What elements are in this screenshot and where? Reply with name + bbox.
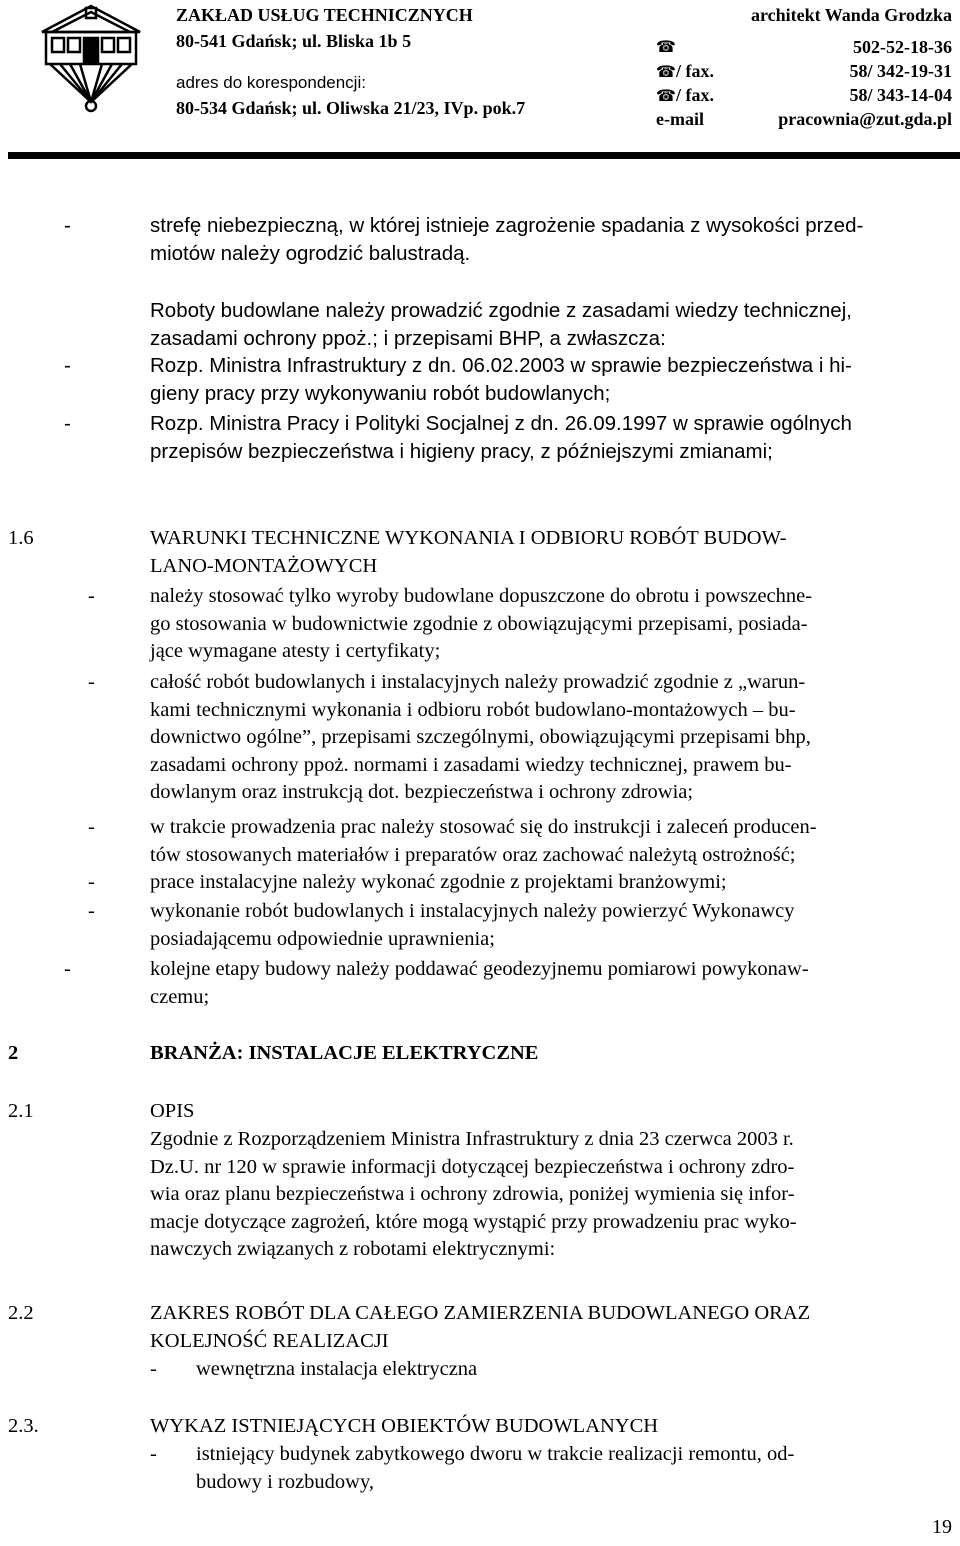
text-line: Dz.U. nr 120 w sprawie informacji dotyczącej bezpieczeństwa i ochrony zdro-: [150, 1155, 795, 1178]
text-line: całość robót budowlanych i instalacyjnych należy prowadzić zgodnie z „warun-: [150, 671, 806, 693]
email-address: pracownia@zut.gda.pl: [778, 109, 952, 129]
text-line: gieny pracy przy wykonywaniu robót budowlanych;: [150, 381, 611, 405]
list-item: [150, 669, 952, 807]
correspondence-label: adres do korespondencji:: [176, 73, 366, 92]
text-line: go stosowania w budownictwie zgodnie z obowiązującymi przepisami, posiada-: [150, 612, 808, 635]
text-line: downictwo ogólne”, przepisami szczególnymi, obowiązującymi przepisami bhp,: [150, 726, 811, 748]
email-label: e-mail: [656, 109, 704, 129]
section-number: 2.3.: [8, 1415, 39, 1437]
text-line: ZAKRES ROBÓT DLA CAŁEGO ZAMIERZENIA BUDOWLANEGO ORAZ: [150, 1302, 811, 1324]
correspondence-address: 80-534 Gdańsk; ul. Oliwska 21/23, IVp. pok.7: [176, 98, 526, 118]
company-name: ZAKŁAD USŁUG TECHNICZNYCH: [176, 5, 473, 25]
bullet-dash: -: [88, 585, 95, 607]
bullet-dash: -: [150, 1358, 157, 1380]
text-line: przepisów bezpieczeństwa i higieny pracy, z późniejszymi zmianami;: [150, 439, 773, 463]
list-item: [150, 814, 952, 869]
bullet-dash: -: [150, 1443, 157, 1465]
bullet-dash: -: [88, 671, 95, 693]
text-line: należy stosować tylko wyroby budowlane dopuszczone do obrotu i powszechne-: [150, 585, 813, 607]
bullet-dash: -: [88, 900, 95, 922]
intro-paragraph: [150, 297, 952, 352]
text-line: jące wymagane atesty i certyfikaty;: [150, 640, 441, 662]
text-line: w trakcie prowadzenia prac należy stosować się do instrukcji i zaleceń producen-: [150, 816, 817, 838]
bullet-dash: -: [64, 958, 71, 980]
section-title: [150, 525, 952, 580]
text-line: kami technicznymi wykonania i odbioru robót budowlano-montażowych – bu-: [150, 698, 796, 721]
text-line: Rozp. Ministra Infrastruktury z dn. 06.02.2003 w sprawie bezpieczeństwa i hi-: [150, 354, 852, 377]
list-item: wewnętrzna instalacja elektryczna: [196, 1358, 478, 1380]
list-item: [150, 956, 952, 1011]
text-line: macje dotyczące zagrożeń, które mogą wystąpić przy prowadzeniu prac wyko-: [150, 1210, 797, 1233]
text-line: LANO-MONTAŻOWYCH: [150, 554, 378, 577]
text-line: miotów należy ogrodzić balustradą.: [150, 241, 471, 265]
section-title: [150, 1300, 960, 1355]
fax-number-2: 58/ 343-14-04: [849, 85, 952, 105]
architect-name: architekt Wanda Grodzka: [750, 5, 952, 25]
text-line: Roboty budowlane należy prowadzić zgodnie z zasadami wiedzy technicznej,: [150, 299, 852, 322]
text-line: posiadającemu odpowiednie uprawnienia;: [150, 927, 495, 950]
company-logo: [38, 2, 144, 114]
text-line: prace instalacyjne należy wykonać zgodnie z projektami branżowymi;: [150, 871, 727, 893]
fax-label: / fax.: [676, 61, 714, 81]
bullet-dash: -: [88, 871, 95, 893]
phone-number: 502-52-18-36: [853, 37, 952, 57]
phone-icon: ☎: [656, 37, 676, 56]
text-line: budowy i rozbudowy,: [196, 1470, 375, 1493]
text-line: wia oraz planu bezpieczeństwa i ochrony zdrowia, poniżej wymienia się infor-: [150, 1183, 795, 1205]
bullet-dash: -: [88, 816, 95, 838]
section-title: WYKAZ ISTNIEJĄCYCH OBIEKTÓW BUDOWLANYCH: [150, 1415, 659, 1437]
list-item: [196, 1441, 952, 1496]
text-line: Rozp. Ministra Pracy i Polityki Socjalnej z dn. 26.09.1997 w sprawie ogólnych: [150, 412, 852, 435]
text-line: kolejne etapy budowy należy poddawać geodezyjnemu pomiarowi powykonaw-: [150, 958, 809, 980]
section-number: 2.2: [8, 1302, 34, 1324]
text-line: dowlanym oraz instrukcją dot. bezpieczeństwa i ochrony zdrowia;: [150, 781, 694, 803]
phone-icon: ☎: [656, 86, 676, 105]
text-line: tów stosowanych materiałów i preparatów oraz zachować należytą ostrożność;: [150, 843, 796, 866]
regulation-item: [150, 352, 952, 407]
phone-icon: ☎: [656, 62, 676, 81]
header-divider: [8, 152, 960, 159]
text-line: zasadami ochrony ppoż. normami i zasadami wiedzy technicznej, prawem bu-: [150, 753, 792, 776]
bullet-dash: -: [64, 354, 71, 377]
fax-label: / fax.: [676, 85, 714, 105]
page-number: 19: [932, 1516, 952, 1538]
fax-number-1: 58/ 342-19-31: [849, 61, 952, 81]
section-paragraph: [150, 1126, 952, 1264]
regulation-item: [150, 410, 952, 465]
text-line: strefę niebezpieczną, w której istnieje zagrożenie spadania z wysokości przed-: [150, 214, 864, 237]
intro-bullet: [150, 212, 952, 267]
text-line: nawczych związanych z robotami elektrycznymi:: [150, 1238, 556, 1260]
bullet-dash: -: [64, 214, 71, 237]
list-item: [150, 583, 952, 666]
list-item: [150, 869, 952, 897]
section-title: OPIS: [150, 1100, 195, 1122]
text-line: wykonanie robót budowlanych i instalacyjnych należy powierzyć Wykonawcy: [150, 900, 795, 922]
text-line: WARUNKI TECHNICZNE WYKONANIA I ODBIORU ROBÓT BUDOW-: [150, 527, 787, 549]
chapter-number: 2: [8, 1042, 19, 1064]
section-number: 1.6: [8, 527, 34, 549]
section-number: 2.1: [8, 1100, 34, 1122]
text-line: Zgodnie z Rozporządzeniem Ministra Infrastruktury z dnia 23 czerwca 2003 r.: [150, 1128, 794, 1150]
bullet-dash: -: [64, 412, 71, 435]
list-item: [150, 898, 952, 953]
text-line: zasadami ochrony ppoż.; i przepisami BHP, a zwłaszcza:: [150, 326, 666, 350]
text-line: istniejący budynek zabytkowego dworu w trakcie realizacji remontu, od-: [196, 1443, 795, 1465]
text-line: KOLEJNOŚĆ REALIZACJI: [150, 1329, 389, 1352]
chapter-title: BRANŻA: INSTALACJE ELEKTRYCZNE: [150, 1042, 539, 1064]
text-line: czemu;: [150, 985, 210, 1008]
company-address: 80-541 Gdańsk; ul. Bliska 1b 5: [176, 31, 412, 51]
